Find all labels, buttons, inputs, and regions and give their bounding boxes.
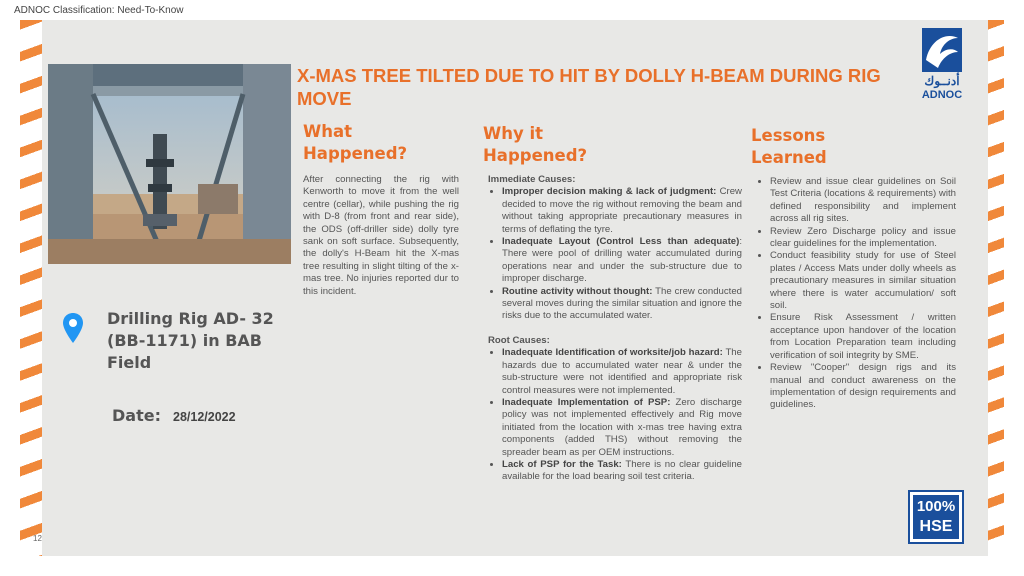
- page-number: 12: [33, 534, 42, 543]
- adnoc-logo: [912, 26, 972, 106]
- list-item: • Inadequate Identification of worksite/job hazard: The hazards due to accumulated water near & under the sub-structure were not identified and appropriate risk control measures were not implemented.: [502, 347, 742, 397]
- hse-badge-text: HSE: [919, 518, 953, 535]
- falcon-icon: [912, 26, 972, 74]
- incident-photo: [48, 64, 291, 264]
- what-happened-body: After connecting the rig with Kenworth to move it from the well centre (cellar), while pushing the rig with D-8 (from front and rear side), the ODS (off-driller side) dolly tyre sank on soft surface. Subsequently, the dolly's H-Beam hit the X-mas tree resulting in slight tilting of the x-mas tree. No injuries reported dur to this incident.: [303, 174, 459, 297]
- hazard-stripes-left: [20, 20, 42, 556]
- list-item: • Review and issue clear guidelines on Soil Test Criteria (locations & requirements) with defined responsibility and implement across all rig sites.: [770, 176, 956, 226]
- why-happened-body: [488, 174, 742, 484]
- list-item: • Review Zero Discharge policy and issue clear guidelines for the implementation.: [770, 226, 956, 251]
- location-pin-icon: [62, 312, 84, 344]
- why-happened-heading: Why it Happened?: [483, 124, 588, 165]
- list-item: • Inadequate Implementation of PSP: Zero discharge policy was not implemented effectively and Rig move initiated from the location with x-mas tree having extra components (added THS) without removing the spreader beam as per OEM instructions.: [502, 397, 742, 459]
- immediate-causes-label: Immediate Causes:: [488, 174, 576, 185]
- list-item: • Ensure Risk Assessment / written acceptance upon handover of the location from Location Preparation team including verification of soil integrity by SME.: [770, 312, 956, 362]
- date-value: 28/12/2022: [173, 410, 236, 424]
- hse-badge-percent: 100%: [916, 498, 956, 515]
- slide: [20, 20, 1004, 556]
- logo-english-text: ADNOC: [921, 89, 963, 101]
- list-item: • Inadequate Layout (Control Less than adequate): There were pool of drilling water accumulated during operations near and under the sub-structure due to improper discharge.: [502, 236, 742, 286]
- location-text: Drilling Rig AD- 32 (BB-1171) in BAB Field: [107, 309, 274, 372]
- classification-label: ADNOC Classification: Need-To-Know: [14, 5, 184, 16]
- incident-title: X-MAS TREE TILTED DUE TO HIT BY DOLLY H-BEAM DURING RIG MOVE: [297, 65, 881, 109]
- date-label: Date:: [112, 406, 161, 425]
- immediate-causes-list: [488, 186, 742, 322]
- hse-badge: [908, 490, 964, 544]
- root-causes-list: [488, 347, 742, 483]
- list-item: • Review "Cooper" design rigs and its manual and conduct awareness on the implementation of design requirements and guidelines.: [770, 362, 956, 412]
- lessons-learned-heading: Lessons Learned: [751, 126, 827, 167]
- root-causes-label: Root Causes:: [488, 334, 550, 346]
- list-item: • Improper decision making & lack of judgment: Crew decided to move the rig without removing the beam and without taking appropriate precautionary measures in terms of deflating the tyre.: [502, 186, 742, 236]
- lessons-list: [756, 176, 956, 412]
- logo-arabic-text: أدنــوك: [924, 74, 960, 88]
- list-item: • Conduct feasibility study for use of Steel plates / Access Mats under dolly wheels as precautionary measures in similar situation where there is water accumulation/ soft soil.: [770, 250, 956, 312]
- list-item: • Routine activity without thought: The crew conducted several moves during the similar situation and ignore the risks due to the accumulated water.: [502, 286, 742, 323]
- what-happened-heading: What Happened?: [303, 122, 408, 163]
- hazard-stripes-right: [988, 20, 1004, 556]
- list-item: • Lack of PSP for the Task: There is no clear guideline available for the load bearing soil test criteria.: [502, 459, 742, 484]
- lessons-learned-body: [756, 176, 956, 412]
